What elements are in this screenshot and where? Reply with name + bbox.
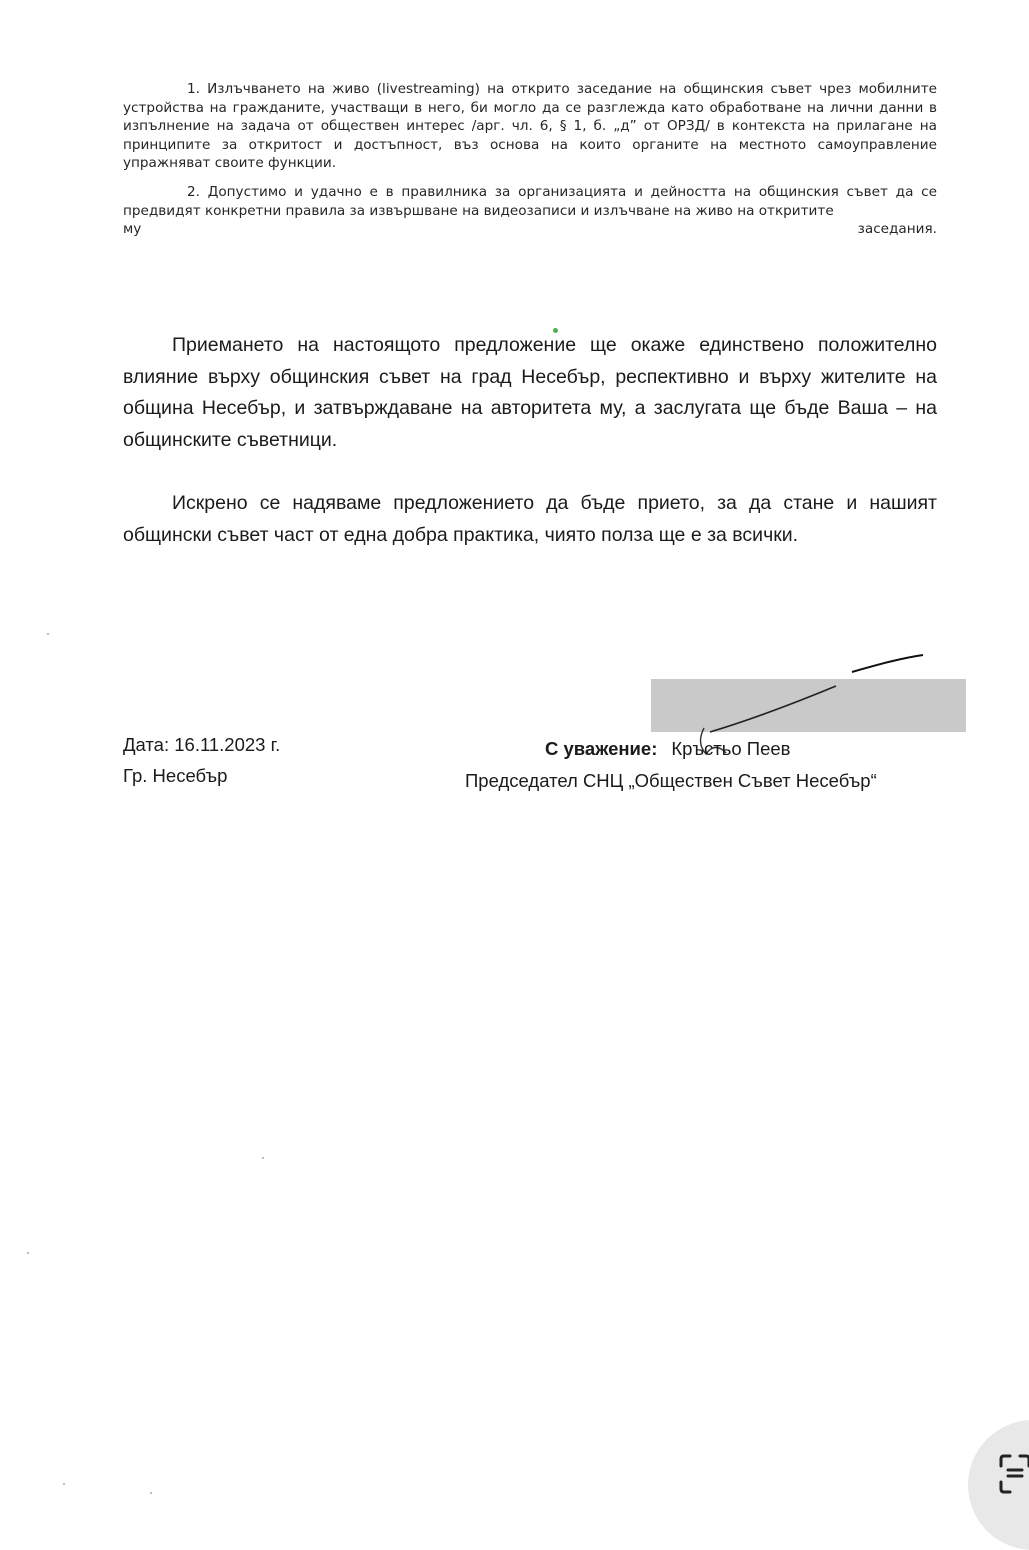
body-paragraph-2 <box>123 488 937 551</box>
body-paragraph-1-text: Приемането на настоящото предложение ще окаже единствено положително влияние върху общинския съвет на град Несебър, респективно и върху жителите на община Несебър, и затвърждаване на авторитета му, а заслугата ще бъде Ваша – на общинските съветници. <box>123 334 937 451</box>
scan-speck <box>27 1252 29 1254</box>
scan-document-icon <box>998 1454 1029 1494</box>
quoted-point-2 <box>123 183 937 239</box>
scan-document-button[interactable] <box>968 1420 1029 1550</box>
body-paragraph-2-text: Искрено се надяваме предложението да бъде прието, за да стане и нашият общински съвет част от една добра практика, чиято полза ще е за всички. <box>123 492 937 546</box>
body-paragraph-1 <box>123 330 937 456</box>
quoted-point-2-left: му <box>123 221 142 238</box>
signer-name: Кръстьо Пеев <box>671 738 791 759</box>
scan-speck <box>150 1492 152 1494</box>
quoted-point-1-text: 1. Излъчването на живо (livestreaming) на открито заседание на общинския съвет чрез мобилните устройства на гражданите, участващи в него, би могло да се разглежда като обработване на лични данни в изпълнение на задача от обществен интерес /арг. чл. 6, § 1, б. „д” от ОРЗД/ в контекста на прилагане на принципите за откритост и достъпност, въз основа на които органите на местното самоуправление упражняват своите функции. <box>123 81 937 172</box>
quoted-point-2-tail <box>123 220 937 239</box>
quoted-point-2-right: заседания. <box>857 221 937 238</box>
signature-line <box>545 738 791 760</box>
quoted-point-1 <box>123 80 937 173</box>
quoted-point-2-text: 2. Допустимо и удачно е в правилника за организацията и дейността на общинския съвет да се предвидят конкретни правила за извършване на видеозаписи и излъчване на живо на откритите <box>123 184 937 219</box>
scan-speck <box>63 1483 65 1485</box>
scan-speck <box>47 633 49 635</box>
document-town: Гр. Несебър <box>123 765 228 786</box>
scan-speck <box>262 1157 264 1159</box>
regards-label: С уважение: <box>545 738 658 759</box>
document-date: Дата: 16.11.2023 г. <box>123 734 281 755</box>
signer-role: Председател СНЦ „Обществен Съвет Несебър“ <box>465 770 877 791</box>
